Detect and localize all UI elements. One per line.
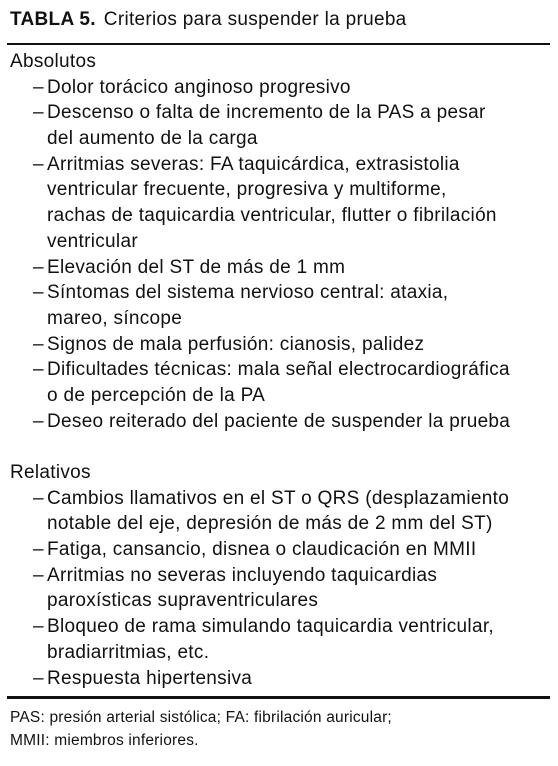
item-dash: – <box>33 667 44 689</box>
criteria-item <box>10 332 550 358</box>
item-line: Respuesta hipertensiva <box>47 667 253 689</box>
criteria-item <box>10 280 550 331</box>
criteria-item <box>10 357 550 408</box>
item-line: Cambios llamativos en el ST o QRS (desplazamiento <box>47 487 510 509</box>
section-heading: Relativos <box>10 462 91 483</box>
footnote-line: PAS: presión arterial sistólica; FA: fibrilación auricular; <box>10 709 392 726</box>
criteria-item <box>10 100 550 151</box>
table-title <box>10 7 407 33</box>
item-line: bradiarritmias, etc. <box>47 641 210 663</box>
item-line: Deseo reiterado del paciente de suspender la prueba <box>47 410 511 432</box>
item-line: ventricular <box>47 230 138 252</box>
item-line: Fatiga, cansancio, disnea o claudicación en MMII <box>47 539 477 561</box>
item-dash: – <box>33 564 44 586</box>
item-dash: – <box>33 410 44 432</box>
item-dash: – <box>33 282 44 304</box>
item-dash: – <box>33 333 44 355</box>
item-dash: – <box>33 76 44 98</box>
item-line: mareo, síncope <box>47 307 183 329</box>
table-label: TABLA 5. <box>10 9 96 30</box>
item-line: notable del eje, depresión de más de 2 mm del ST) <box>47 513 493 535</box>
item-dash: – <box>33 487 44 509</box>
criteria-item <box>10 666 550 692</box>
item-line: Elevación del ST de más de 1 mm <box>47 256 346 278</box>
section-relativos <box>10 460 550 691</box>
criteria-item <box>10 152 550 255</box>
criteria-item <box>10 563 550 614</box>
criteria-item <box>10 614 550 665</box>
item-dash: – <box>33 102 44 124</box>
item-line: del aumento de la carga <box>47 128 258 150</box>
item-line: Signos de mala perfusión: cianosis, palidez <box>47 333 425 355</box>
item-dash: – <box>33 153 44 175</box>
criteria-item <box>10 537 550 563</box>
item-line: rachas de taquicardia ventricular, flutter o fibrilación <box>47 205 497 227</box>
criteria-item <box>10 75 550 101</box>
item-line: paroxísticas supraventriculares <box>47 590 319 612</box>
item-line: ventricular frecuente, progresiva y multiforme, <box>47 179 447 201</box>
item-dash: – <box>33 616 44 638</box>
item-line: Descenso o falta de incremento de la PAS a pesar <box>47 102 486 124</box>
top-rule <box>7 43 550 45</box>
item-line: Dificultades técnicas: mala señal electrocardiográfica <box>47 359 510 381</box>
item-line: o de percepción de la PA <box>47 384 266 406</box>
item-dash: – <box>33 539 44 561</box>
table-footnote <box>10 706 392 752</box>
item-dash: – <box>33 256 44 278</box>
criteria-item <box>10 255 550 281</box>
section-heading: Absolutos <box>10 51 97 72</box>
footnote-line: MMII: miembros inferiores. <box>10 732 199 749</box>
item-line: Arritmias severas: FA taquicárdica, extrasistolia <box>47 153 460 175</box>
item-line: Bloqueo de rama simulando taquicardia ventricular, <box>47 616 494 638</box>
criteria-item <box>10 486 550 537</box>
item-line: Dolor torácico anginoso progresivo <box>47 76 351 98</box>
bottom-rule <box>7 696 550 699</box>
table-caption: Criterios para suspender la prueba <box>103 9 407 30</box>
criteria-item <box>10 409 550 435</box>
item-line: Arritmias no severas incluyendo taquicardias <box>47 564 438 586</box>
item-line: Síntomas del sistema nervioso central: ataxia, <box>47 282 449 304</box>
table-body <box>10 49 550 691</box>
item-dash: – <box>33 359 44 381</box>
section-absolutos <box>10 49 550 434</box>
